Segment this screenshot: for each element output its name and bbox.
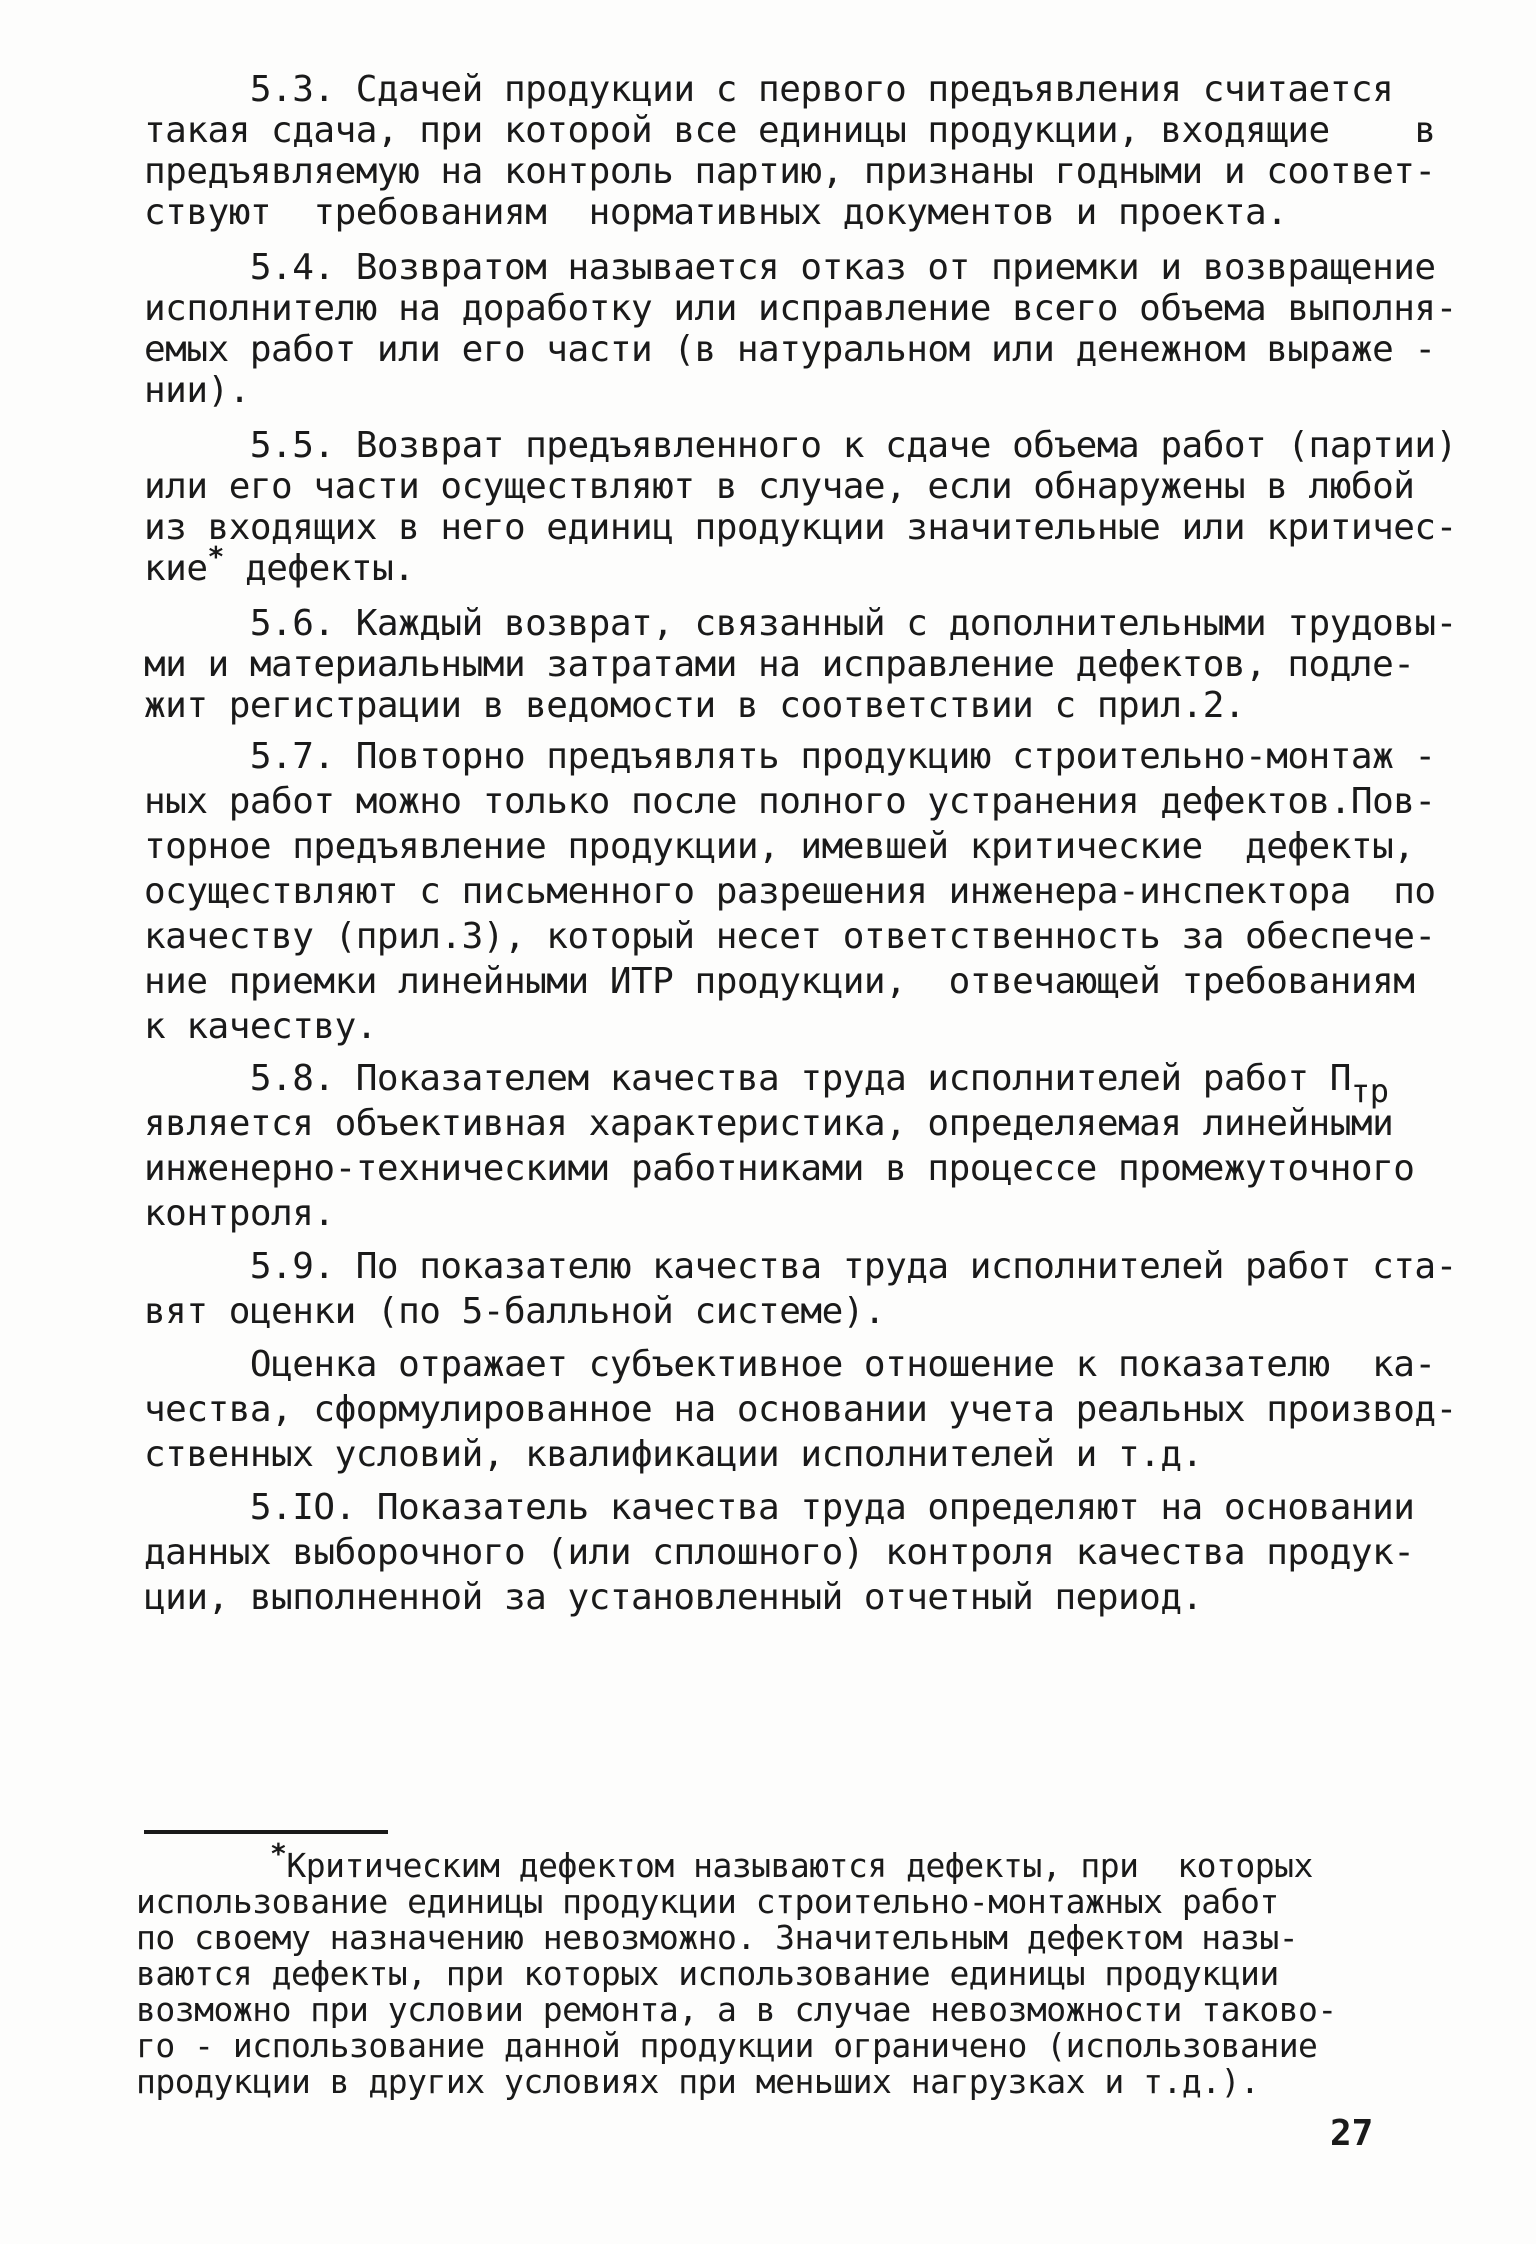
footnote-line — [270, 1837, 1313, 1885]
text-segment: дефекты. — [223, 548, 415, 589]
page-number: 27 — [1330, 2113, 1374, 2154]
footnote-line: продукции в других условиях при меньших нагрузках и т.д.). — [136, 2062, 1260, 2101]
text-line: к качеству. — [144, 1006, 377, 1047]
text-line: ции, выполненной за установленный отчетный период. — [144, 1577, 1203, 1618]
text-line: данных выборочного (или сплошного) контроля качества продук- — [144, 1532, 1415, 1573]
text-line: чества, сформулированное на основании учета реальных производ- — [144, 1389, 1457, 1430]
text-line: осуществляют с письменного разрешения инженера-инспектора по — [144, 871, 1436, 912]
text-line: 5.IO. Показатель качества труда определяют на основании — [144, 1487, 1415, 1528]
text-line-with-subscript — [144, 1055, 1389, 1110]
text-line: торное предъявление продукции, имевшей критические дефекты, — [144, 826, 1415, 867]
text-line: является объективная характеристика, определяемая линейными — [144, 1103, 1394, 1144]
footnote-mark: * — [270, 1837, 287, 1870]
text-line: 5.9. По показателю качества труда исполнителей работ ста- — [144, 1246, 1457, 1287]
footnote-mark: * — [207, 540, 224, 573]
text-line: из входящих в него единиц продукции значительные или критичес- — [144, 507, 1457, 548]
text-line: нии). — [144, 370, 250, 411]
text-segment: 5.8. Показателем качества труда исполнителей работ П — [144, 1058, 1351, 1099]
footnote-line: по своему назначению невозможно. Значительным дефектом назы- — [136, 1918, 1299, 1957]
footnote-line: ваются дефекты, при которых использование единицы продукции — [136, 1954, 1279, 1993]
text-line: жит регистрации в ведомости в соответствии с прил.2. — [144, 685, 1246, 726]
footnote-separator — [144, 1830, 388, 1834]
text-line: 5.4. Возвратом называется отказ от приемки и возвращение — [144, 247, 1436, 288]
text-line: Оценка отражает субъективное отношение к показателю ка- — [144, 1344, 1436, 1385]
text-line: такая сдача, при которой все единицы продукции, входящие в — [144, 110, 1436, 151]
text-line: исполнителю на доработку или исправление всего объема выполня- — [144, 288, 1457, 329]
text-line: 5.7. Повторно предъявлять продукцию строительно-монтаж - — [144, 736, 1436, 777]
text-line: ние приемки линейными ИТР продукции, отвечающей требованиям — [144, 961, 1415, 1002]
text-line: контроля. — [144, 1193, 335, 1234]
footnote-line: использование единицы продукции строительно-монтажных работ — [136, 1882, 1279, 1921]
text-line: ствуют требованиям нормативных документов и проекта. — [144, 192, 1288, 233]
text-line: емых работ или его части (в натуральном или денежном выраже - — [144, 329, 1436, 370]
text-line: ных работ можно только после полного устранения дефектов.Пов- — [144, 781, 1436, 822]
text-segment: кие — [144, 548, 208, 589]
footnote-line: возможно при условии ремонта, а в случае невозможности таково- — [136, 1990, 1337, 2029]
text-line: 5.6. Каждый возврат, связанный с дополнительными трудовы- — [144, 603, 1457, 644]
text-line: ми и материальными затратами на исправление дефектов, подле- — [144, 644, 1415, 685]
text-line: 5.3. Сдачей продукции с первого предъявления считается — [144, 69, 1394, 110]
text-line: ственных условий, квалификации исполнителей и т.д. — [144, 1434, 1203, 1475]
text-line-with-footnote-mark — [144, 540, 415, 593]
text-line: предъявляемую на контроль партию, признаны годными и соответ- — [144, 151, 1436, 192]
text-line: вят оценки (по 5-балльной системе). — [144, 1291, 886, 1332]
text-segment: Критическим дефектом называются дефекты, при которых — [286, 1846, 1313, 1885]
text-line: или его части осуществляют в случае, если обнаружены в любой — [144, 466, 1415, 507]
subscript-tr: тр — [1350, 1072, 1389, 1110]
text-line: 5.5. Возврат предъявленного к сдаче объема работ (партии) — [144, 425, 1457, 466]
text-line: качеству (прил.3), который несет ответственность за обеспече- — [144, 916, 1436, 957]
footnote-line: го - использование данной продукции ограничено (использование — [136, 2026, 1318, 2065]
text-line: инженерно-техническими работниками в процессе промежуточного — [144, 1148, 1415, 1189]
